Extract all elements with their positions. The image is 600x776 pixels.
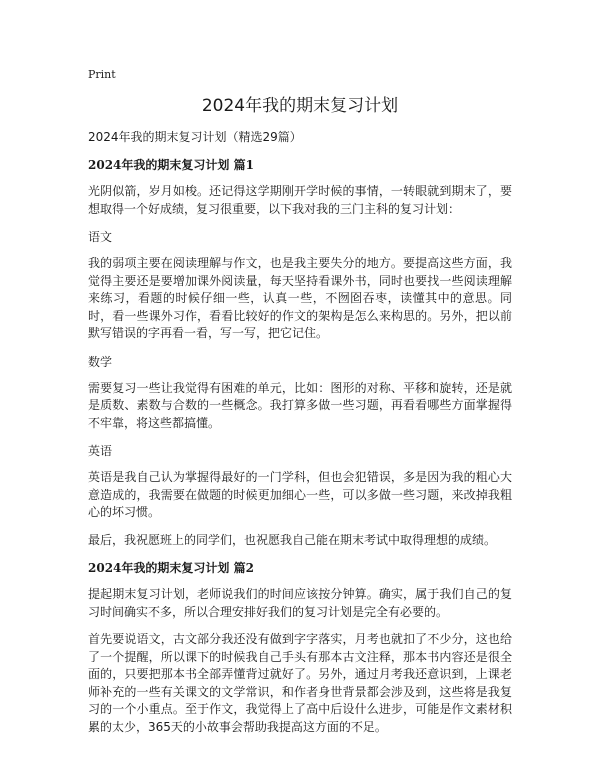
page-title: 2024年我的期末复习计划 <box>201 96 399 116</box>
subject-english-text: 英语是我自己认为掌握得最好的一门学科，但也会犯错误，多是因为我的粗心大意造成的，我需要在做题的时候更加细心一些，可以多做一些习题，来改掉我粗心的坏习惯。 <box>88 470 512 519</box>
subject-chinese-label: 语文 <box>88 230 113 244</box>
section-2-intro: 提起期末复习计划，老师说我们的时间应该按分钟算。确实，属于我们自己的复习时间确实不多，所以合理安排好我们的复习计划是完全有必要的。 <box>88 587 512 619</box>
section-2-heading: 2024年我的期末复习计划 篇2 <box>88 561 254 575</box>
print-label: Print <box>88 68 116 81</box>
section-1-closing: 最后，我祝愿班上的同学们，也祝愿我自己能在期末考试中取得理想的成绩。 <box>88 532 497 547</box>
subject-math-label: 数学 <box>88 354 113 369</box>
subject-english-label: 英语 <box>88 444 113 458</box>
document-subtitle: 2024年我的期末复习计划（精选29篇） <box>88 130 302 144</box>
subject-chinese-text: 我的弱项主要在阅读理解与作文，也是我主要失分的地方。要提高这些方面，我觉得主要还是要增加课外阅读量，每天坚持看课外书，同时也要找一些阅读理解来练习，看题的时候仔细一些，认真一些，不囫囵吞枣，读懂其中的意思。同时，看一些课外习作，看看比较好的作文的架构是怎么来构思的。另外，把以前默写错误的字再看一看，写一写，把它记住。 <box>88 256 512 340</box>
section-1-intro: 光阴似箭，岁月如梭。还记得这学期刚开学时候的事情，一转眼就到期末了，要想取得一个好成绩，复习很重要，以下我对我的三门主科的复习计划： <box>88 184 512 216</box>
section-1-heading: 2024年我的期末复习计划 篇1 <box>88 158 254 172</box>
subject-math-text: 需要复习一些让我觉得有困难的单元，比如：图形的对称、平移和旋转，还是就是质数、素数与合数的一些概念。我打算多做一些习题，再看看哪些方面掌握得不牢靠，将这些都搞懂。 <box>88 380 512 430</box>
section-2-body: 首先要说语文，古文部分我还没有做到字字落实，月考也就扣了不少分，这也给了一个提醒，所以课下的时候我自己手头有那本古文注释，那本书内容还是很全面的，只要把那本书全部弄懂背过就好了。另外，通过月考我还意识到，上课老师补充的一些有关课文的文学常识，和作者身世背景都会涉及到，这些将是我复习的一个小重点。至于作文，我觉得上了高中后设什么进步，可能是作文素材积累的太少，365天的小故事会帮助我提高这方面的不足。 <box>88 632 512 734</box>
